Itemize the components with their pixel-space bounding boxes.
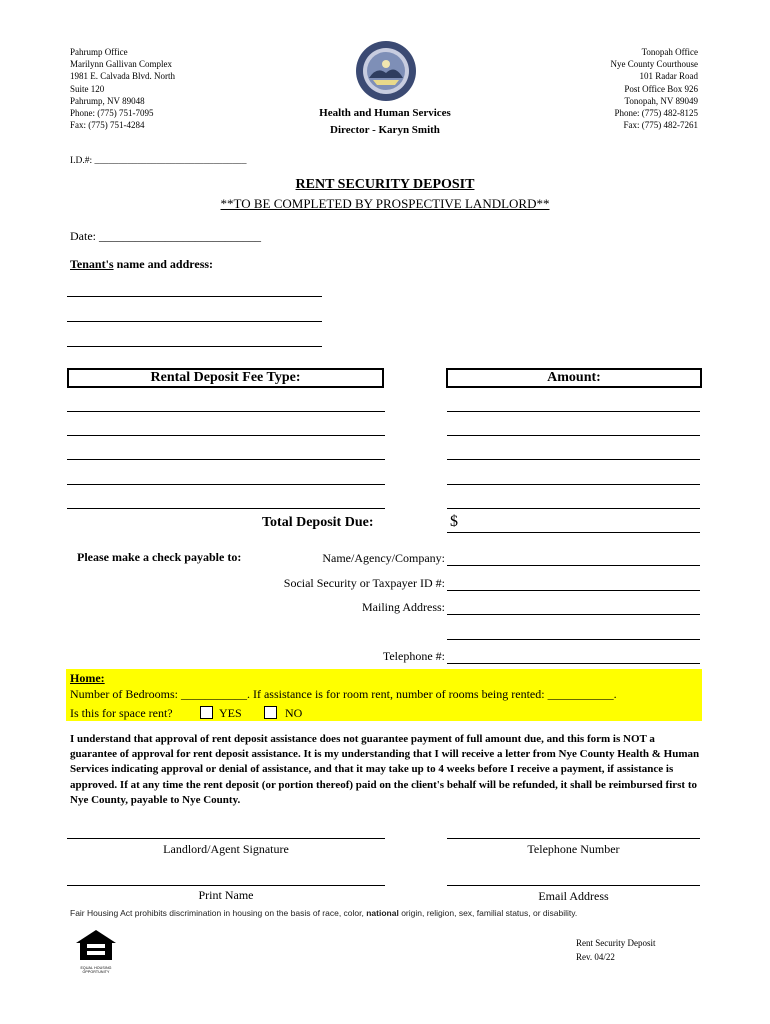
left-office-line: Phone: (775) 751-7095 [70, 108, 154, 119]
fee-type-line[interactable] [67, 484, 385, 485]
amount-line[interactable] [447, 411, 700, 412]
fee-type-line[interactable] [67, 508, 385, 509]
ssn-label: Social Security or Taxpayer ID #: [283, 576, 445, 590]
total-deposit-label: Total Deposit Due: [262, 515, 374, 530]
tenant-address-line[interactable] [67, 296, 322, 297]
form-title: RENT SECURITY DEPOSIT [295, 177, 475, 192]
tenant-address-line[interactable] [67, 346, 322, 347]
fair-housing-text-after: origin, religion, sex, familial status, or disability. [398, 908, 578, 918]
right-office-address [611, 46, 699, 131]
right-office-line: Fax: (775) 482-7261 [623, 120, 698, 131]
no-checkbox[interactable] [264, 706, 277, 719]
amount-line[interactable] [447, 435, 700, 436]
right-office-line: Tonopah, NV 89049 [624, 95, 698, 106]
tenant-label [70, 257, 213, 272]
equal-housing-icon [74, 929, 118, 961]
equal-housing-logo [74, 929, 118, 974]
telephone-line[interactable] [447, 663, 700, 664]
left-office-line: Fax: (775) 751-4284 [70, 120, 145, 131]
email-line[interactable] [447, 885, 700, 886]
left-office-address [70, 46, 175, 131]
signature-line[interactable] [67, 838, 385, 839]
department-heading [285, 105, 485, 139]
equal-housing-text: EQUAL HOUSING OPPORTUNITY [80, 966, 112, 974]
amount-line[interactable] [447, 484, 700, 485]
right-office-line: Post Office Box 926 [624, 83, 698, 94]
tenant-address-line[interactable] [67, 321, 322, 322]
left-office-line: 1981 E. Calvada Blvd. North [70, 71, 175, 82]
mailing-address-label: Mailing Address: [362, 600, 445, 614]
home-heading: Home: [70, 671, 105, 685]
yes-label: YES [219, 706, 242, 720]
director-name: Director - Karyn Smith [330, 124, 440, 136]
left-office-line: Suite 120 [70, 83, 105, 94]
amount-header: Amount: [446, 368, 702, 388]
left-office-line: Pahrump Office [70, 47, 128, 57]
acknowledgement-statement: I understand that approval of rent deposit assistance does not guarantee payment of full amount due, and this form is NOT a guarantee of approval for rent deposit assistance. It is my understanding that I will receive a letter from Nye County Health & Human Services indicating approval or denial of assistance, and that it may take up to 4 weeks before I receive a payment, if assistance is approved. If at any time the rent deposit (or portion thereof) paid on the client's behalf will be refunded, it shall be reimbursed first to Nye County, payable to Nye County. [70, 733, 700, 806]
total-amount-line[interactable] [447, 532, 700, 533]
no-option[interactable] [264, 706, 302, 721]
county-seal-icon [355, 40, 417, 102]
check-payable-label: Please make a check payable to: [77, 550, 242, 564]
print-name-line[interactable] [67, 885, 385, 886]
date-field[interactable]: Date: ___________________________ [70, 229, 261, 243]
telephone-label: Telephone #: [382, 649, 445, 663]
form-revision: Rev. 04/22 [576, 952, 615, 962]
tenant-label-rest: name and address: [113, 257, 214, 271]
left-office-line: Pahrump, NV 89048 [70, 95, 145, 106]
amount-line[interactable] [447, 459, 700, 460]
print-name-label: Print Name [198, 888, 254, 902]
payee-name-line[interactable] [447, 565, 700, 566]
space-rent-question: Is this for space rent? [70, 706, 173, 720]
form-revision-block [576, 936, 656, 964]
right-office-line: Phone: (775) 482-8125 [614, 108, 698, 119]
fair-housing-bold-word: national [366, 908, 399, 918]
telephone-number-line[interactable] [447, 838, 700, 839]
right-office-line: Nye County Courthouse [610, 59, 698, 70]
fee-type-line[interactable] [67, 459, 385, 460]
yes-option[interactable] [200, 706, 242, 721]
amount-line[interactable] [447, 508, 700, 509]
yes-checkbox[interactable] [200, 706, 213, 719]
right-office-line: Tonopah Office [641, 47, 698, 57]
id-field[interactable]: I.D.#: ________________________________ [70, 156, 247, 166]
dollar-sign: $ [450, 513, 458, 530]
bedrooms-field[interactable]: Number of Bedrooms: ___________. If assistance is for room rent, number of rooms being rented: ___________. [70, 687, 617, 701]
mailing-address-line[interactable] [447, 639, 700, 640]
email-label: Email Address [538, 889, 609, 903]
form-subtitle: **TO BE COMPLETED BY PROSPECTIVE LANDLORD** [220, 196, 550, 211]
left-office-line: Marilynn Gallivan Complex [70, 59, 172, 70]
no-label: NO [285, 706, 303, 720]
fair-housing-notice [70, 908, 577, 918]
payee-name-label: Name/Agency/Company: [322, 551, 445, 565]
fee-type-line[interactable] [67, 435, 385, 436]
fee-type-header: Rental Deposit Fee Type: [67, 368, 384, 388]
right-office-line: 101 Radar Road [639, 71, 698, 82]
tenant-label-word: Tenant's [70, 257, 114, 271]
department-name: Health and Human Services [319, 107, 451, 119]
ssn-line[interactable] [447, 590, 700, 591]
fair-housing-text-before: Fair Housing Act prohibits discrimination in housing on the basis of race, color, [70, 908, 367, 918]
telephone-number-label: Telephone Number [527, 842, 620, 856]
form-name: Rent Security Deposit [576, 938, 656, 948]
mailing-address-line[interactable] [447, 614, 700, 615]
signature-label: Landlord/Agent Signature [163, 842, 289, 856]
fee-type-line[interactable] [67, 411, 385, 412]
